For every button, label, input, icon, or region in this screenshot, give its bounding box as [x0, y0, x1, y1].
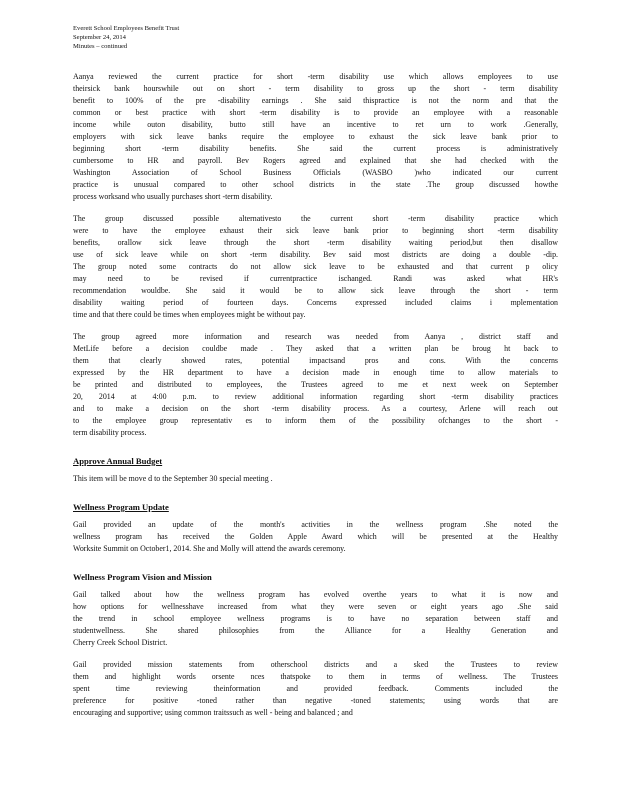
text-line: Gail provided mission statements from otherschool districts and a sked the Trustees to review — [73, 660, 558, 669]
text-line: Worksite Summit on October1, 2014. She and Molly will attend the awards ceremony. — [73, 544, 346, 553]
text-line: the trend in school employee wellness programs is to have no separation between staff and — [73, 614, 558, 623]
text-line: them that clearly showed rates, potential impactsand pros and cons. With the concerns — [73, 356, 558, 365]
paragraph-short-term-disability-review — [73, 71, 558, 203]
text-line: expressed by the HR department to have a decision made in enough time to allow materials to — [73, 368, 558, 377]
text-line: wellness program has received the Golden Apple Award which will be presented at the Healthy — [73, 532, 558, 541]
text-line: employers with sick leave banks require the employee to exhaust the sick leave bank prior to — [73, 132, 558, 141]
text-line: MetLife before a decision couldbe made . They asked that a written plan be broug ht back to — [73, 344, 558, 353]
text-line: This item will be move d to the September 30 special meeting . — [73, 474, 273, 483]
text-line: beginning short -term disability benefits. She said the current process is administratively — [73, 144, 558, 153]
text-line: benefit to 100% of the pre -disability earnings . She said thispractice is not the norm and that the — [73, 96, 558, 105]
text-line: The group agreed more information and research was needed from Aanya , district staff and — [73, 332, 558, 341]
text-line: studentwellness. She shared philosophies from the Alliance for a Healthy Generation and — [73, 626, 558, 635]
text-line: encouraging and supportive; using common traitssuch as well - being and balanced ; and — [73, 708, 353, 717]
text-line: them and highlight words orsente nces thatspoke to them in terms of wellness. The Trustees — [73, 672, 558, 681]
text-line: benefits, orallow sick leave through the short -term disability waiting period,but then disallow — [73, 238, 558, 247]
page-header — [73, 24, 558, 51]
header-date: September 24, 2014 — [73, 34, 126, 41]
text-line: to the employee group representativ es to inform them of the possibility ofchanges to the short - — [73, 416, 558, 425]
text-line: use of sick leave while on short -term disability. Bev said most districts are doing a double -dip. — [73, 250, 558, 259]
text-line: term disability process. — [73, 428, 147, 437]
text-line: Washington Association of School Business Officials (WASBO )who indicated our current — [73, 168, 558, 177]
text-line: Cherry Creek School District. — [73, 638, 168, 647]
text-line: Aanya reviewed the current practice for short -term disability use which allows employees to use — [73, 72, 558, 81]
text-line: income while outon disability, butto still have an incentive to ret urn to work .Generally, — [73, 120, 558, 129]
text-line: spent time reviewing theinformation and provided feedback. Comments included the — [73, 684, 558, 693]
text-line: preference for positive -toned rather than negative -toned statements; using words that are — [73, 696, 558, 705]
paragraph-alternatives-discussed — [73, 213, 558, 321]
paragraph-mission-statements — [73, 659, 558, 719]
text-line: Gail provided an update of the month's activities in the wellness program .She noted the — [73, 520, 558, 529]
header-organization: Everett School Employees Benefit Trust — [73, 25, 180, 32]
text-line: and to make a decision on the short -term disability process. As a courtesy, Arlene will reach out — [73, 404, 558, 413]
text-line: may need to be revised if currentpractice ischanged. Randi was asked what HR's — [73, 274, 558, 283]
heading-wellness-vision-mission: Wellness Program Vision and Mission — [73, 572, 212, 582]
text-line: recommendation wouldbe. She said it would be to allow sick leave through the short - term — [73, 286, 558, 295]
text-line: 20, 2014 at 4:00 p.m. to review additional information regarding short -term disability practices — [73, 392, 558, 401]
text-line: theirsick bank hourswhile out on short - term disability to gross up the short - term disability — [73, 84, 558, 93]
header-minutes-label: Minutes – continued — [73, 43, 128, 50]
text-line: disability waiting period of fourteen days. Concerns expressed included claims i mplementation — [73, 298, 558, 307]
text-line: be printed and distributed to employees, the Trustees agreed to me et next week on September — [73, 380, 558, 389]
paragraph-budget-item — [73, 473, 558, 485]
text-line: cumbersome to HR and payroll. Bev Rogers agreed and explained that she had checked with the — [73, 156, 558, 165]
text-line: time and that there could be times when employees might be without pay. — [73, 310, 306, 319]
heading-approve-annual-budget: Approve Annual Budget — [73, 456, 163, 466]
text-line: were to have the employee exhaust their sick leave bank prior to beginning short -term disability — [73, 226, 558, 235]
paragraph-wellness-evolution — [73, 589, 558, 649]
text-line: Gail talked about how the wellness program has evolved overthe years to what it is now and — [73, 590, 558, 599]
paragraph-wellness-update — [73, 519, 558, 555]
text-line: The group noted some contracts do not allow sick leave to be exhausted and that current p olicy — [73, 262, 558, 271]
text-line: how options for wellnesshave increased from what they were seven or eight years ago .She said — [73, 602, 558, 611]
text-line: practice is unusual compared to other school districts in the state .The group discussed howthe — [73, 180, 558, 189]
paragraph-group-agreement — [73, 331, 558, 439]
text-line: process worksand who usually purchases short -term disability. — [73, 192, 273, 201]
heading-wellness-program-update: Wellness Program Update — [73, 502, 169, 512]
text-line: common or best practice with short -term disability is to provide an employee with a reasonable — [73, 108, 558, 117]
text-line: The group discussed possible alternativesto the current short -term disability practice which — [73, 214, 558, 223]
